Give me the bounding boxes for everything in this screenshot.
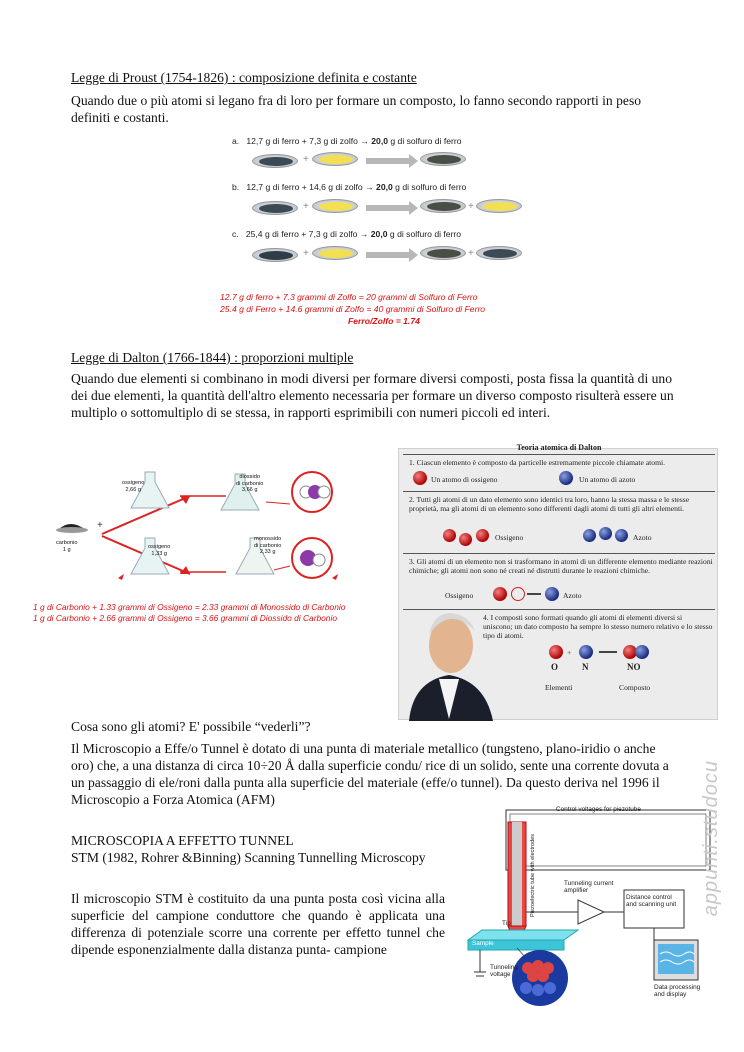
label-monoxide: monossido di carbonio 2,33 g	[254, 536, 282, 555]
label-tunneling-amp: Tunneling current amplifier	[564, 880, 614, 894]
stm-title: MICROSCOPIA A EFFETTO TUNNEL	[71, 833, 294, 848]
sulfur-dish	[312, 199, 358, 213]
product-dish	[420, 152, 466, 166]
divider	[403, 454, 715, 455]
nitrogen-atom-label: Un atomo di azoto	[579, 475, 636, 484]
reaction-arrow	[366, 158, 410, 164]
stm-schematic-svg	[466, 808, 720, 1008]
reaction-arrow	[366, 205, 410, 211]
theory-point-4: 4. I composti sono formati quando gli atomi di elementi diversi si uniscono; un dato composto ha sempre lo stesso numero relativo e lo stesso tipo di atomi.	[483, 613, 713, 640]
label-data-processing: Data processing and display	[654, 984, 701, 998]
proust-row-c: c. 25,4 g di ferro + 7,3 g di zolfo → 20,0 g di solfuro di ferro	[232, 229, 462, 239]
sulfur-excess-dish	[476, 199, 522, 213]
label-composto: Composto	[619, 683, 651, 692]
label-piezo: Piezoelectric tube with electrodes	[530, 834, 536, 918]
label-tunneling-voltage: Tunneling voltage	[490, 964, 518, 978]
nitrogen-label: Azoto	[633, 533, 652, 542]
nitrogen-atom-icon	[579, 645, 593, 659]
proust-row-b: b. 12,7 g di ferro + 14,6 g di zolfo → 20,0 g di solfuro di ferro	[232, 182, 467, 192]
watermark: appunti.studocu	[700, 760, 722, 917]
product-dish	[420, 199, 466, 213]
plus-sign: +	[468, 201, 474, 212]
stm-subtitle: STM (1982, Rohrer &Binning) Scanning Tunnelling Microscopy	[71, 850, 426, 865]
label-control-voltages: Control voltages for piezotube	[556, 806, 641, 813]
theory-point-1: 1. Ciascun elemento è composto da particelle estremamente piccole chiamate atomi.	[409, 458, 665, 467]
label-oxygen-top: ossigeno 2,66 g	[122, 480, 145, 493]
label-sample: Sample	[472, 940, 494, 947]
arrow-icon	[599, 651, 617, 653]
iron-dish	[252, 248, 298, 262]
iron-dish	[252, 154, 298, 168]
theory-point-3: 3. Gli atomi di un elemento non si trasformano in atomi di un differente elemento mediante reazioni chimiche; gli atomi non sono né creati né distrutti durante le reazioni chimiche.	[409, 557, 713, 575]
reaction-arrows-svg	[40, 466, 380, 590]
oxygen-atom-icon	[413, 471, 427, 485]
label-o: O	[551, 662, 559, 672]
oxygen-atom-icon	[459, 533, 472, 546]
no-transform-icon	[511, 587, 525, 601]
label-tip: Tip	[502, 920, 511, 927]
iron-excess-dish	[476, 246, 522, 260]
label-elementi: Elementi	[545, 683, 573, 692]
label-oxygen-bottom: ossigeno 1,33 g	[148, 544, 171, 557]
plus-sign: +	[303, 154, 309, 165]
proust-note-2: 25.4 g di Ferro + 14.6 grammi di Zolfo = 40 grammi di Solfuro di Ferro	[220, 304, 486, 314]
proust-paragraph: Quando due o più atomi si legano fra di loro per formare un composto, lo fanno secondo rapporti in peso definiti e costanti.	[71, 93, 642, 125]
dalton-note-2: 1 g di Carbonio + 2.66 grammi di Ossigeno = 3.66 grammi di Diossido di Carbonio	[33, 613, 337, 623]
divider	[403, 553, 715, 554]
proust-row-a: a. 12,7 g di ferro + 7,3 g di zolfo → 20,0 g di solfuro di ferro	[232, 136, 462, 146]
label-dioxide: diossido di carbonio 3,66 g	[236, 474, 264, 493]
svg-text:+: +	[97, 520, 103, 531]
dalton-theory-panel	[398, 443, 718, 720]
proust-heading: Legge di Proust (1754-1826) : composizione definita e costante	[71, 70, 417, 85]
nitrogen-label: Azoto	[563, 591, 582, 600]
label-n: N	[582, 662, 589, 672]
theory-title: Teoria atomica di Dalton	[516, 443, 602, 452]
sulfur-dish	[312, 152, 358, 166]
divider	[403, 491, 715, 492]
dalton-paragraph: Quando due elementi si combinano in modi diversi per formare diversi composti, posta fissa la quantità di uno dei due elementi, la quantità dell'altro elemento necessaria per formare un diverso composto risulterà essere un multiplo o sottomultiplo di se stessa, in rapporti esprimibili con numeri piccoli ed interi.	[71, 371, 674, 420]
proust-note-1: 12.7 g di ferro + 7.3 grammi di Zolfo = 20 grammi di Solfuro di Ferro	[220, 292, 478, 302]
sulfur-dish	[312, 246, 358, 260]
nitrogen-atom-icon	[599, 527, 612, 540]
nitrogen-atom-icon	[545, 587, 559, 601]
atoms-paragraph: Il Microscopio a Effe/o Tunnel è dotato di una punta di materiale metallico (tungsteno, plano-iridio o anche oro) che, a una distanza di circa 10÷20 Å dalla superficie condu/ rice di un solido, sente una corrente dovuta a un passaggio di ele/roni dalla punta alla superficie del materiale (effe/o tunnel). Da questo deriva nel 1996 il Microscopio a Forza Atomica (AFM)	[71, 741, 669, 807]
label-distance-control: Distance control and scanning unit	[626, 894, 677, 908]
label-no: NO	[627, 662, 641, 672]
reaction-arrow	[366, 252, 410, 258]
dalton-heading: Legge di Dalton (1766-1844) : proporzioni multiple	[71, 350, 354, 365]
dalton-portrait	[399, 599, 509, 721]
oxygen-atom-label: Un atomo di ossigeno	[431, 475, 498, 484]
stm-diagram	[466, 808, 720, 1008]
nitrogen-atom-icon	[635, 645, 649, 659]
oxygen-label: Ossigeno	[445, 591, 474, 600]
oxygen-atom-icon	[549, 645, 563, 659]
nitrogen-atom-icon	[615, 529, 628, 542]
nitrogen-atom-icon	[559, 471, 573, 485]
product-dish	[420, 246, 466, 260]
oxygen-label: Ossigeno	[495, 533, 524, 542]
label-carbon: carbonio 1 g	[56, 540, 78, 553]
proust-ratio: Ferro/Zolfo = 1.74	[348, 316, 420, 326]
oxygen-atom-icon	[443, 529, 456, 542]
plus-sign: +	[303, 201, 309, 212]
oxygen-atom-icon	[476, 529, 489, 542]
dalton-note-1: 1 g di Carbonio + 1.33 grammi di Ossigeno = 2.33 grammi di Monossido di Carbonio	[33, 602, 346, 612]
nitrogen-atom-icon	[583, 529, 596, 542]
plus-sign: +	[303, 248, 309, 259]
plus-sign: +	[567, 648, 572, 657]
plus-sign: +	[468, 248, 474, 259]
theory-point-2: 2. Tutti gli atomi di un dato elemento sono identici tra loro, hanno la stessa massa e le stesse proprietà, ma gli atomi di un elemento sono differenti dagli atomi di tutti gli altri elementi.	[409, 495, 690, 513]
atoms-question: Cosa sono gli atomi? E' possibile “vederli”?	[71, 719, 311, 734]
arrow-icon	[527, 593, 541, 595]
stm-paragraph: Il microscopio STM è costituito da una punta posta così vicina alla superficie del campione conduttore che quando è applicata una differenza di potenziale scorre una corrente per effetto tunnel che dipende esponenzialmente dalla distanza punta- campione	[71, 891, 445, 957]
iron-dish	[252, 201, 298, 215]
